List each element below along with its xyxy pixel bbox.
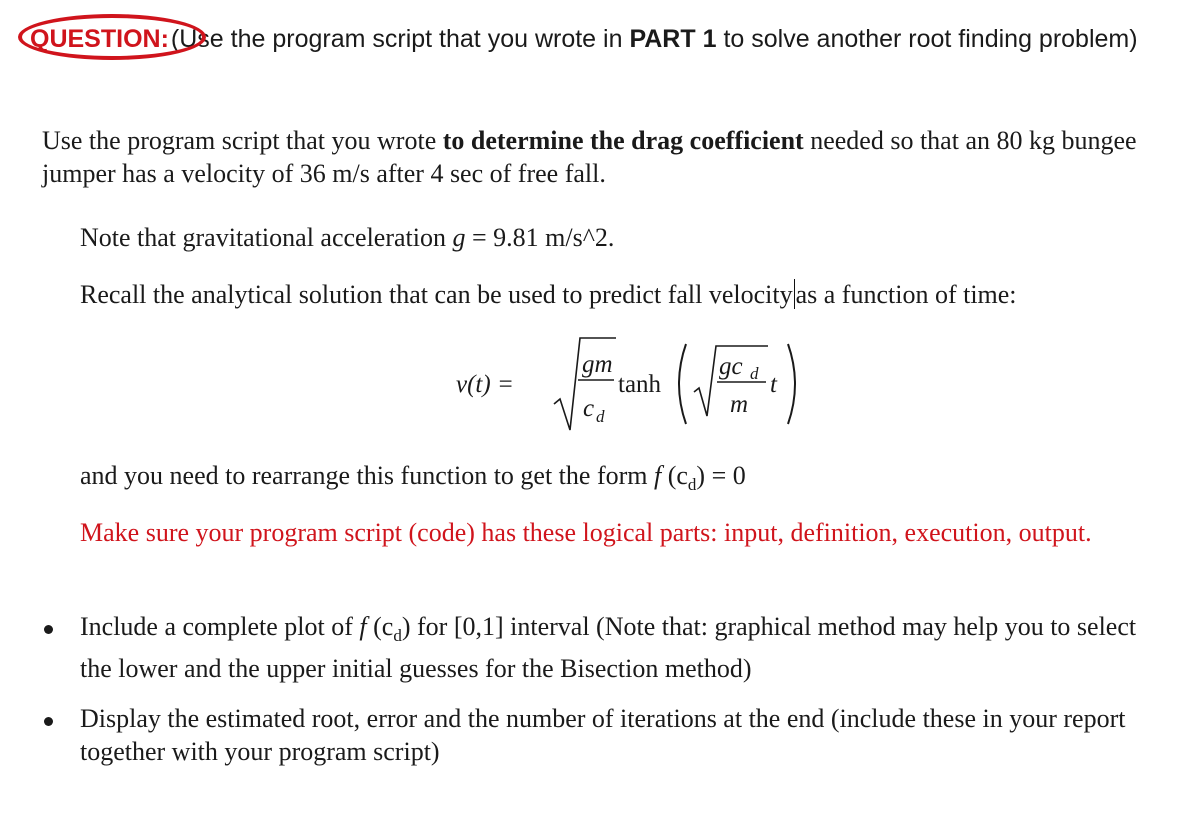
intro-bold-text: to determine the drag coefficient <box>442 126 804 155</box>
fraction2-subscript: d <box>750 364 759 383</box>
intro-paragraph <box>42 124 1162 190</box>
tanh-function: tanh <box>618 371 662 398</box>
rearrange-arg-open: (c <box>661 461 688 490</box>
intro-text-before: Use the program script that you wrote <box>42 126 443 155</box>
rearrange-subscript: d <box>687 475 697 495</box>
question-heading <box>26 22 1166 56</box>
bullet-item-display: Display the estimated root, error and the number of iterations at the end (include these in your report together with your program script) <box>80 704 1126 766</box>
bullet1-func: f <box>359 612 367 641</box>
bullet1-subscript: d <box>393 626 402 646</box>
recall-text-before: Recall the analytical solution that can be used to predict fall velocity <box>80 280 793 309</box>
heading-part-label: PART 1 <box>629 25 717 53</box>
requirement-note: Make sure your program script (code) has these logical parts: input, definition, execution, output. <box>80 518 1092 547</box>
intro-text-after: needed so that an 80 kg bungee jumper has a velocity of 36 m/s after 4 sec of free fall. <box>42 126 1137 188</box>
rearrange-paragraph <box>80 459 1160 501</box>
bullet1-arg-open: (c <box>366 612 394 641</box>
recall-text-after: as a function of time: <box>795 280 1017 309</box>
gravity-note <box>80 221 1160 254</box>
note-variable: g <box>452 223 466 252</box>
bullet-item-plot <box>80 610 1160 685</box>
paren-open: ( <box>170 25 180 53</box>
heading-text-before: Use the program script that you wrote in <box>179 25 630 53</box>
fraction1-subscript: d <box>596 407 605 426</box>
recall-paragraph <box>80 278 1160 311</box>
fraction2-numerator: gc <box>719 353 743 380</box>
formula-time-var: t <box>770 371 777 398</box>
fraction1-denominator: c <box>583 395 595 422</box>
rearrange-func: f <box>653 461 662 490</box>
bullet1-text-before: Include a complete plot of <box>80 612 360 641</box>
question-label-wrap <box>26 22 171 56</box>
question-label: QUESTION: <box>30 25 169 53</box>
paren-left <box>679 344 686 424</box>
formula-lhs: v(t) = <box>456 371 514 398</box>
rearrange-text-before: and you need to rearrange this function to get the form <box>80 461 654 490</box>
text-cursor <box>794 279 795 309</box>
paren-right <box>788 344 795 424</box>
note-text-before: Note that gravitational acceleration <box>80 223 453 252</box>
bullet1-text-after: ) for [0,1] interval (Note that: graphical method may help you to select the lower and the upper initial guesses for the Bisection method) <box>80 612 1137 684</box>
fraction2-denominator: m <box>730 391 749 418</box>
fraction1-numerator: gm <box>582 351 613 378</box>
bullet-dot <box>44 717 53 726</box>
heading-text-after: to solve another root finding problem) <box>716 25 1138 53</box>
velocity-formula <box>450 332 830 442</box>
note-text-after: = 9.81 m/s^2. <box>465 223 615 252</box>
rearrange-arg-close: ) = 0 <box>696 461 746 490</box>
bullet-dot <box>44 625 53 634</box>
